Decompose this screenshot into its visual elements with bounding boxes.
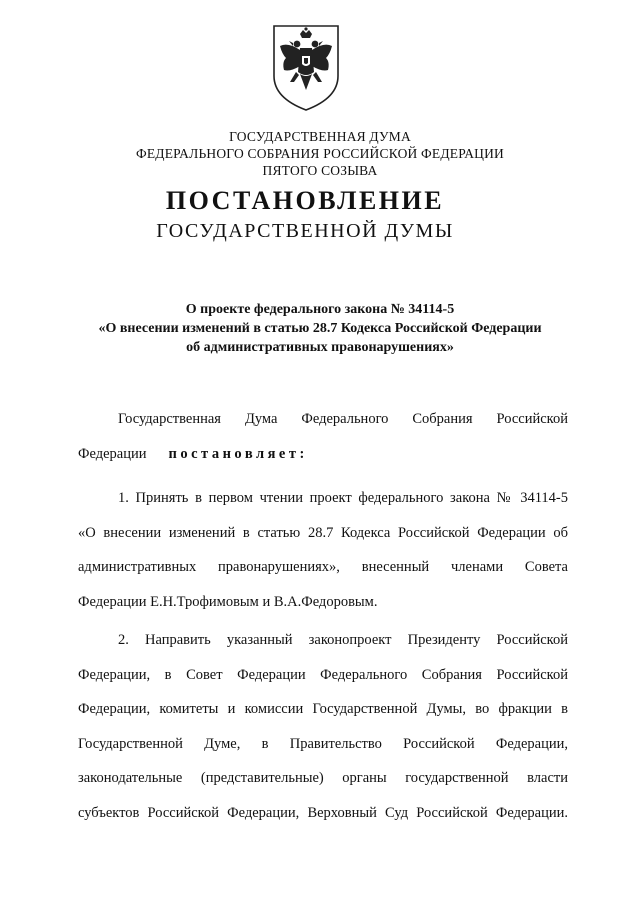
preamble-line-1: Государственная Дума Федерального Собрания Российской [118,411,568,427]
item-2-line-1: 2. Направить указанный законопроект Президенту Российской [118,632,568,648]
item-2-line-2: Федерации, в Совет Федерации Федерального Собрания Российской [78,666,568,683]
item-2-line-3: Федерации, комитеты и комиссии Государственной Думы, во фракции в [78,701,568,717]
subject-line-3: об административных правонарушениях» [186,340,454,355]
preamble-line-2 [78,437,568,472]
preamble-federation-word: Федерации [78,445,147,462]
document-type-title: ПОСТАНОВЛЕНИЕ [165,186,445,215]
item-1-line-4: Федерации Е.Н.Трофимовым и В.А.Федоровым. [78,593,378,610]
header-line-1: ГОСУДАРСТВЕННАЯ ДУМА [229,129,411,144]
header-line-3: ПЯТОГО СОЗЫВА [262,163,378,178]
document-org-title: ГОСУДАРСТВЕННОЙ ДУМЫ [156,220,454,242]
item-2-line-4: Государственной Думе, в Правительство Российской Федерации, [78,735,568,752]
item-2-line-5: законодательные (представительные) органы государственной власти [78,770,568,786]
resolution-subject [0,300,640,357]
item-2-line-6: субъектов Российской Федерации, Верховный Суд Российской Федерации. [78,804,568,821]
russian-coat-of-arms-icon [270,20,342,112]
subject-line-2: «О внесении изменений в статью 28.7 Кодекса Российской Федерации [98,321,542,336]
resolution-body [78,402,568,830]
preamble-resolves-word: постановляет: [168,445,308,462]
subject-line-1: О проекте федерального закона № 34114-5 [185,302,455,317]
item-1-line-1: 1. Принять в первом чтении проект федерального закона № 34114-5 [118,490,568,506]
header-line-2: ФЕДЕРАЛЬНОГО СОБРАНИЯ РОССИЙСКОЙ ФЕДЕРАЦИИ [136,146,504,161]
item-1-line-3: административных правонарушениях», внесенный членами Совета [78,559,568,575]
item-1-line-2: «О внесении изменений в статью 28.7 Кодекса Российской Федерации об [78,524,568,541]
parliament-header [0,128,640,179]
